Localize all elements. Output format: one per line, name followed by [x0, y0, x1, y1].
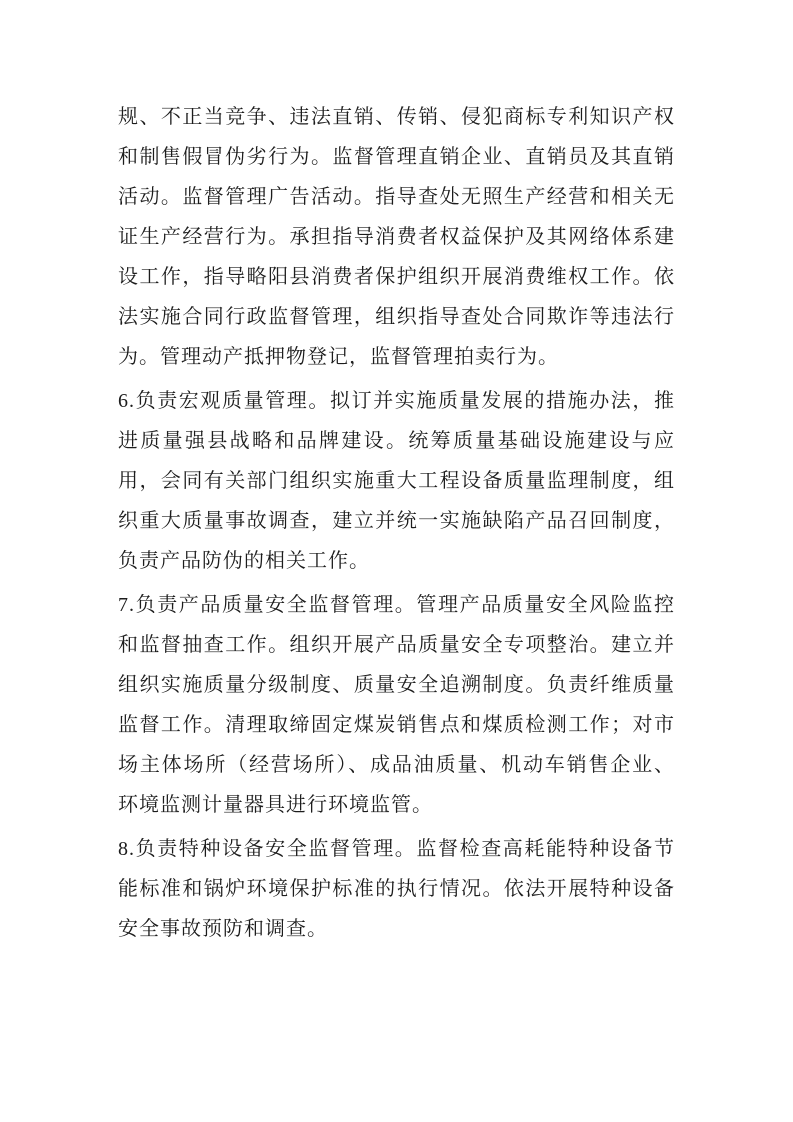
paragraph-item-8 [118, 829, 675, 949]
text-line: 环境监测计量器具进行环境监管。 [118, 794, 433, 816]
document-body [118, 97, 675, 949]
text-line: 能标准和锅炉环境保护标准的执行情况。依法开展特种设备 [118, 878, 675, 900]
text-line: 8.负责特种设备安全监督管理。监督检查高耗能特种设备节 [118, 838, 675, 860]
text-line: 7.负责产品质量安全监督管理。管理产品质量安全风险监控 [118, 594, 675, 616]
paragraph-item-7 [118, 585, 675, 825]
text-line: 和制售假冒伪劣行为。监督管理直销企业、直销员及其直销 [118, 146, 675, 168]
paragraph-item-6 [118, 381, 675, 581]
text-line: 负责产品防伪的相关工作。 [118, 550, 370, 572]
text-line: 安全事故预防和调查。 [118, 918, 328, 940]
text-line: 场主体场所（经营场所）、成品油质量、机动车销售企业、 [118, 754, 675, 776]
text-line: 用，会同有关部门组织实施重大工程设备质量监理制度，组 [118, 470, 675, 492]
text-line: 规、不正当竞争、违法直销、传销、侵犯商标专利知识产权 [118, 106, 675, 128]
text-line: 法实施合同行政监督管理，组织指导查处合同欺诈等违法行 [118, 306, 675, 328]
text-line: 进质量强县战略和品牌建设。统筹质量基础设施建设与应 [118, 430, 675, 452]
text-line: 设工作，指导略阳县消费者保护组织开展消费维权工作。依 [118, 266, 675, 288]
text-line: 证生产经营行为。承担指导消费者权益保护及其网络体系建 [118, 226, 675, 248]
text-line: 组织实施质量分级制度、质量安全追溯制度。负责纤维质量 [118, 674, 675, 696]
text-line: 和监督抽查工作。组织开展产品质量安全专项整治。建立并 [118, 634, 675, 656]
text-line: 6.负责宏观质量管理。拟订并实施质量发展的措施办法，推 [118, 390, 675, 412]
paragraph-item-5-continuation [118, 97, 675, 377]
text-line: 活动。监督管理广告活动。指导查处无照生产经营和相关无 [118, 186, 675, 208]
text-line: 为。管理动产抵押物登记，监督管理拍卖行为。 [118, 346, 559, 368]
text-line: 监督工作。清理取缔固定煤炭销售点和煤质检测工作；对市 [118, 714, 675, 736]
text-line: 织重大质量事故调查，建立并统一实施缺陷产品召回制度， [118, 510, 675, 532]
